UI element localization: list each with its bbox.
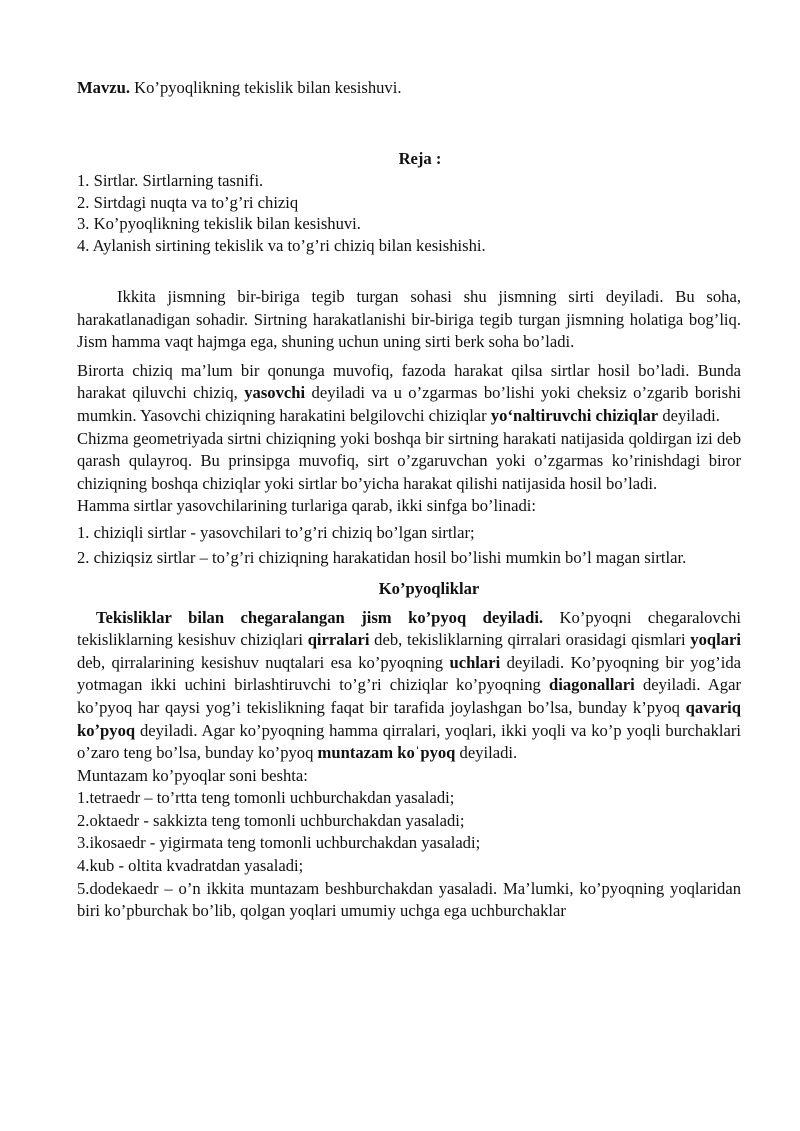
- list-item: 2. chiziqsiz sirtlar – to’g’ri chiziqning harakatidan hosil bo’lishi mumkin bo’l magan sirtlar.: [77, 547, 687, 567]
- term-qirralari: qirralari: [307, 630, 370, 650]
- plan-item: 2. Sirtdagi nuqta va to’g’ri chiziq: [77, 192, 299, 212]
- paragraph-descriptive-geometry: Chizma geometriyada sirtni chiziqning yoki boshqa bir sirtning harakati natijasida qoldirgan izi deb qarash qulayroq. Bu prinsipga muvofiq, sirt o’zgaruvchan yoki o’zgarmas ko’rinishdagi biror chiziqning boshqa chiziqlar yoki sirtlar bo’yicha harakat qilishi natijasida hosil bo’ladi.: [77, 428, 741, 493]
- text-run: deyiladi. Agar ko’pyoqning hamma qirralari, yoqlari, ikki yoqli va ko’p yoqli burchaklari o’zaro teng bo’lsa, bunday ko’pyoq: [77, 720, 741, 763]
- paragraph-generatrix: [77, 360, 741, 428]
- term-yoqlari: yoqlari: [690, 630, 741, 650]
- term-polyhedron: Tekisliklar bilan chegaralangan jism ko’pyoq deyiladi.: [96, 607, 544, 627]
- text-run: deyiladi.: [658, 405, 720, 425]
- list-item: 3.ikosaedr - yigirmata teng tomonli uchburchakdan yasaladi;: [77, 833, 481, 853]
- plan-title: Reja :: [398, 149, 442, 168]
- text-run: deb, tekisliklarning qirralari orasidagi qismlari: [369, 630, 691, 650]
- paragraph-polyhedron-definition: [77, 607, 741, 765]
- paragraph-regular-count: Muntazam ko’pyoqlar soni beshta:: [77, 765, 308, 785]
- list-item: 1. chiziqli sirtlar - yasovchilari to’g’ri chiziq bo’lgan sirtlar;: [77, 522, 475, 542]
- plan-list: [77, 170, 737, 256]
- topic-text: Ko’pyoqlikning tekislik bilan kesishuvi.: [130, 78, 402, 97]
- polyhedra-list: [77, 787, 741, 923]
- list-item: 1.tetraedr – to’rtta teng tomonli uchburchakdan yasaladi;: [77, 788, 455, 808]
- list-item: 2.oktaedr - sakkizta teng tomonli uchburchakdan yasaladi;: [77, 810, 465, 830]
- term-qavariq: qavariq koʼpyoq: [77, 697, 741, 740]
- term-muntazam: muntazam koˈpyoq: [317, 743, 456, 763]
- term-yasovchi: yasovchi: [244, 383, 306, 403]
- text-run: deyiladi va u o’zgarmas bo’lishi yoki cheksiz o’zgarib borishi mumkin. Yasovchi chiziqning harakatini belgilovchi chiziqlar: [77, 383, 741, 425]
- list-item: 4.kub - oltita kvadratdan yasaladi;: [77, 856, 304, 876]
- plan-item: 4. Aylanish sirtining tekislik va to’g’ri chiziq bilan kesishishi.: [77, 235, 486, 255]
- text-run: Birorta chiziq ma’lum bir qonunga muvofiq, fazoda harakat qilsa sirtlar hosil bo’ladi. Bunda harakat qiluvchi chiziq,: [77, 360, 741, 403]
- text-run: Ko’pyoqni chegaralovchi tekisliklarning kesishuv chiziqlari: [77, 607, 741, 650]
- text-run: deyiladi. Ko’pyoqning bir yog’ida yotmagan ikki uchini birlashtiruvchi to’g’ri chiziqlar ko’pyoqning: [77, 652, 741, 695]
- term-uchlari: uchlari: [449, 652, 501, 672]
- term-yonaltiruvchi: yoʻnaltiruvchi chiziqlar: [490, 405, 659, 425]
- plan-item: 1. Sirtlar. Sirtlarning tasnifi.: [77, 171, 264, 190]
- text-run: deb, qirralarining kesishuv nuqtalari esa ko’pyoqning: [77, 652, 450, 672]
- topic-line: [77, 77, 737, 100]
- plan-item: 3. Ko’pyoqlikning tekislik bilan kesishuvi.: [77, 214, 361, 234]
- main-text: [77, 286, 741, 923]
- text-run: deyiladi.: [455, 743, 518, 763]
- topic-label: Mavzu.: [77, 78, 130, 97]
- list-item: 5.dodekaedr – o’n ikkita muntazam beshburchakdan yasaladi. Ma’lumki, ko’pyoqning yoqlaridan biri ko’pburchak bo’lib, qolgan yoqlari umumiy uchga ega uchburchaklar: [77, 878, 741, 921]
- term-diagonallari: diagonallari: [549, 675, 635, 695]
- surface-classes-list: [77, 520, 741, 570]
- paragraph-surface-definition: Ikkita jismning bir-biriga tegib turgan sohasi shu jismning sirti deyiladi. Bu soha, harakatlanadigan sohadir. Sirtning harakatlanishi bir-biriga tegib turgan jismning holatiga bog’liq. Jism hamma vaqt hajmga ega, shuning uchun uning sirti berk soha bo’ladi.: [77, 287, 741, 352]
- paragraph-classes-intro: Hamma sirtlar yasovchilarining turlariga qarab, ikki sinfga bo’linadi:: [77, 496, 536, 516]
- text-run: deyiladi. Agar ko’pyoq har qaysi yog’i tekislikning faqat bir tarafida joylashgan bo’lsa, bunday k’pyoq: [77, 675, 741, 717]
- section-heading: Ko’pyoqliklar: [378, 578, 480, 598]
